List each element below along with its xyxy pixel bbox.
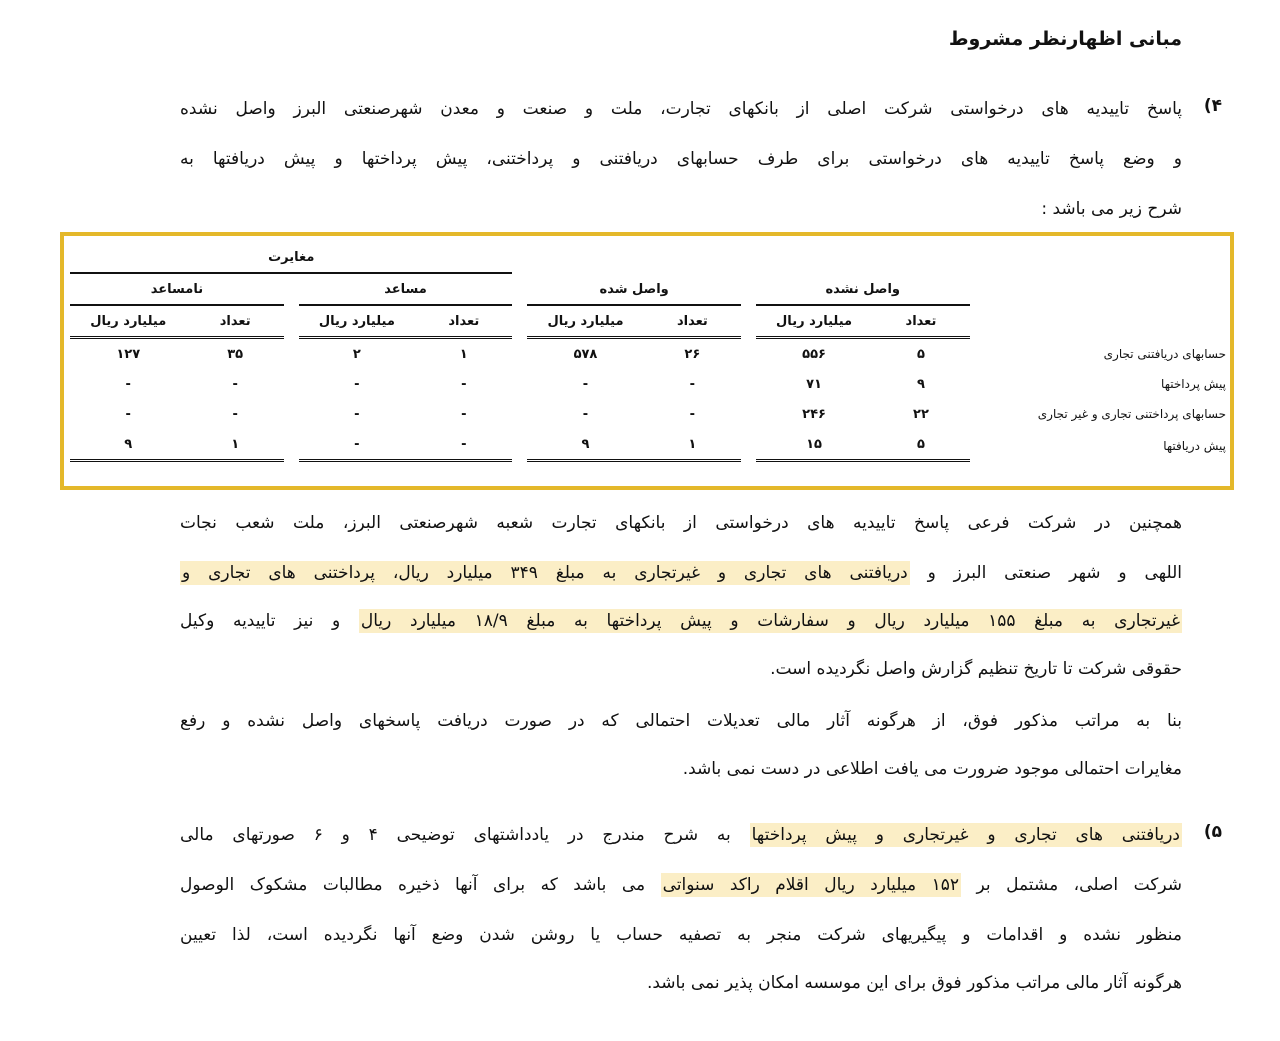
highlighted-text: دریافتنی های تجاری و غیرتجاری به مبلغ ۳۴۹ میلیارد ریال، پرداختنی های تجاری و [182, 563, 908, 583]
para5-line-3: منظور نشده و اقدامات و پیگیریهای شرکت منجر به تصفیه حساب یا روشن شدن وضع آنها نگردیده است، لذا تعیین [180, 925, 1182, 945]
cell-nr-count: ۹ [916, 376, 925, 392]
col-header-amount: میلیارد ریال [527, 306, 643, 339]
row-label: پیش دریافتها [1163, 438, 1226, 453]
cell-u-amount: - [125, 376, 131, 392]
header-unfavorable: نامساعد [70, 274, 284, 306]
cell-r-count: ۲۶ [684, 346, 701, 362]
para5-line-1-text: به شرح مندرج در یادداشتهای توضیحی ۴ و ۶ صورتهای مالی [180, 825, 750, 845]
confirmation-table-frame [60, 232, 1234, 490]
para4b-line-4: حقوقی شرکت تا تاریخ تنظیم گزارش واصل نگردیده است. [770, 659, 1182, 679]
cell-f-amount: - [354, 376, 360, 392]
cell-u-amount: - [125, 406, 131, 422]
col-header-count: تعداد [644, 306, 741, 339]
row-label: حسابهای دریافتنی تجاری [1103, 347, 1226, 361]
cell-nr-amount: ۷۱ [806, 376, 822, 392]
para4b-line-2-text: اللهی و شهر صنعتی البرز و [909, 563, 1182, 583]
cell-f-count: - [461, 376, 467, 392]
para4-line-3: شرح زیر می باشد : [1041, 199, 1182, 219]
para5-line-1 [180, 822, 1182, 852]
para4-line-1: پاسخ تاییدیه های درخواستی شرکت اصلی از بانکهای تجارت، ملت و صنعت و معدن شهرصنعتی البرز واصل نشده [180, 99, 1182, 119]
header-received: واصل شده [527, 274, 741, 306]
cell-nr-amount: ۱۵ [756, 429, 872, 462]
cell-nr-count: ۵ [916, 346, 925, 362]
confirmation-table [70, 242, 1230, 462]
col-header-count: تعداد [872, 306, 969, 339]
cell-r-amount: ۵۷۸ [573, 346, 598, 362]
item-number-4: ۴) [1203, 96, 1222, 116]
para5-line-2-text-b: می باشد که برای آنها ذخیره مطالبات مشکوک الوصول [180, 875, 661, 895]
cell-f-amount: - [299, 429, 415, 462]
cell-nr-amount: ۵۵۶ [802, 346, 826, 362]
cell-f-count: ۱ [459, 346, 468, 362]
cell-f-count: - [461, 406, 467, 422]
cell-u-count: ۳۵ [227, 346, 244, 362]
para4-line-2: و وضع پاسخ تاییدیه های درخواستی برای طرف حسابهای دریافتنی و پرداختنی، پیش پرداختها و پیش دریافتها به [180, 149, 1182, 169]
cell-r-amount: ۹ [527, 429, 643, 462]
highlighted-text: ۱۵۲ میلیارد ریال اقلام راکد سنواتی [662, 875, 960, 895]
cell-r-count: ۱ [644, 429, 741, 462]
cell-u-count: - [232, 406, 238, 422]
cell-nr-count: ۲۲ [913, 406, 929, 422]
para5-line-2 [180, 872, 1182, 902]
cell-f-amount: - [354, 406, 360, 422]
cell-u-count: - [232, 376, 238, 392]
header-difference: مغایرت [70, 242, 512, 274]
cell-u-amount: ۱۲۷ [116, 346, 141, 362]
cell-u-amount: ۹ [70, 429, 187, 462]
col-header-amount: میلیارد ریال [756, 306, 872, 339]
table-row [70, 399, 1230, 429]
item-number-5: ۵) [1203, 822, 1222, 842]
highlighted-text: غیرتجاری به مبلغ ۱۵۵ میلیارد ریال و سفارشات و پیش پرداختها به مبلغ ۱۸/۹ میلیارد ریال [360, 611, 1180, 631]
col-header-amount: میلیارد ریال [70, 306, 187, 339]
para4b-line-5: بنا به مراتب مذکور فوق، از هرگونه آثار مالی تعدیلات احتمالی که در صورت دریافت پاسخهای واصل نشده و رفع [180, 711, 1182, 731]
section-heading: مبانی اظهارنظر مشروط [948, 28, 1182, 50]
header-favorable: مساعد [299, 274, 513, 306]
para4b-line-3-text: و نیز تاییدیه وکیل [180, 611, 359, 631]
para5-line-2-text-a: شرکت اصلی، مشتمل بر [961, 875, 1182, 895]
table-row [70, 339, 1230, 369]
cell-nr-amount: ۲۴۶ [802, 406, 826, 422]
table-row [70, 429, 1230, 462]
header-not-received: واصل نشده [756, 274, 970, 306]
row-label: حسابهای پرداختنی تجاری و غیر تجاری [1037, 407, 1226, 421]
para4b-line-6: مغایرات احتمالی موجود ضرورت می یافت اطلاعی در دست نمی باشد. [682, 759, 1182, 779]
highlighted-text: دریافتنی های تجاری و غیرتجاری و پیش پرداختها [751, 825, 1180, 845]
row-label: پیش پرداختها [1161, 377, 1226, 391]
cell-r-count: - [689, 376, 696, 392]
para4b-line-3 [180, 608, 1182, 638]
para4b-line-2 [180, 560, 1182, 590]
cell-r-count: - [689, 406, 696, 422]
cell-r-amount: - [582, 406, 589, 422]
col-header-count: تعداد [415, 306, 512, 339]
cell-f-amount: ۲ [352, 346, 361, 362]
para5-line-4: هرگونه آثار مالی مراتب مذکور فوق برای این موسسه امکان پذیر نمی باشد. [646, 973, 1182, 993]
cell-f-count: - [415, 429, 512, 462]
col-header-count: تعداد [187, 306, 284, 339]
col-header-amount: میلیارد ریال [299, 306, 415, 339]
cell-u-count: ۱ [187, 429, 284, 462]
cell-nr-count: ۵ [872, 429, 969, 462]
cell-r-amount: - [582, 376, 589, 392]
para4b-line-1: همچنین در شرکت فرعی پاسخ تاییدیه های درخواستی از بانکهای تجارت شعبه شهرصنعتی البرز، ملت شعب نجات [180, 513, 1182, 533]
table-row [70, 369, 1230, 399]
